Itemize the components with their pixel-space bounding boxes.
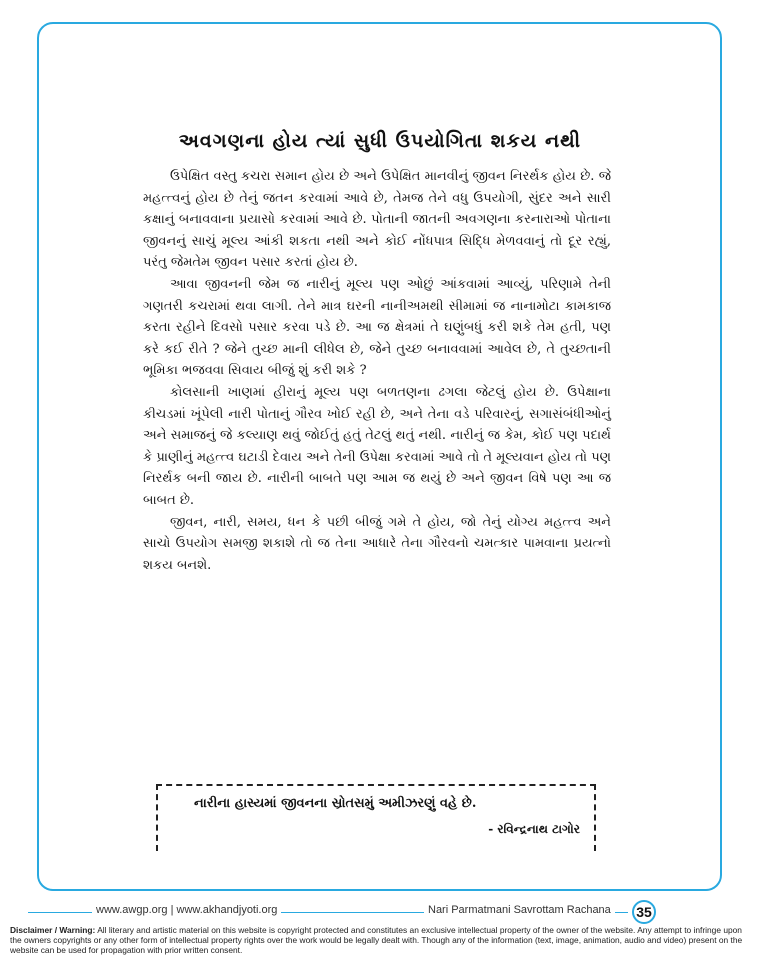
footer-book-title: Nari Parmatmani Savrottam Rachana bbox=[424, 904, 615, 916]
disclaimer-label: Disclaimer / Warning: bbox=[10, 925, 96, 935]
article-paragraph: ઉપેક્ષિત વસ્તુ કચરા સમાન હોય છે અને ઉપેક્ષિત માનવીનું જીવન નિરર્થક હોય છે. જે મહત્ત્વનું હોય છે તેનું જતન કરવામાં આવે છે, તેમજ તેને વધુ ઉપયોગી, સુંદર અને સારી કક્ષાનું બનાવવાના પ્રયાસો કરવામાં આવે છે. પોતાની જાતની અવગણના કરનારાઓ પોતાના જીવનનું સાચું મૂલ્ય આંકી શકતા નથી અને કોઈ નોંધપાત્ર સિદ્ધિ મેળવવાનું તો દૂર રહ્યું, પરંતુ જેમતેમ જીવન પસાર કરતાં હોય છે. bbox=[143, 169, 611, 271]
article-paragraph: જીવન, નારી, સમય, ધન કે પછી બીજું ગમે તે હોય, જો તેનું યોગ્ય મહત્ત્વ અને સાચો ઉપયોગ સમજી શકાશે તો જ તેના આધારે તેના ગૌરવનો ચમત્કાર પામવાના પ્રયત્નો શકય બનશે. bbox=[143, 514, 611, 573]
article-paragraph: કોલસાની ખાણમાં હીરાનું મૂલ્ય પણ બળતણના ઢગલા જેટલું હોય છે. ઉપેક્ષાના કીચડમાં ખૂંપેલી નારી પોતાનું ગૌરવ ખોઈ રહી છે, અને તેના વડે પરિવારનું, સગાસંબંધીઓનું અને સમાજનું જે કલ્યાણ થવું જોઈતું હતું તેટલું થતું નથી. નારીનું જ કેમ, કોઈ પણ પદાર્થ કે પ્રાણીનું મહત્ત્વ ઘટાડી દેવાય અને તેની ઉપેક્ષા કરવામાં આવે તો તે મૂલ્યવાન હોય તો પણ નિરર્થક બની જાય છે. નારીની બાબતે પણ આમ જ થયું છે અને જીવન વિષે પણ આ જ બાબત છે. bbox=[143, 384, 611, 508]
disclaimer-text: All literary and artistic material on this website is copyright protected and constitutes an exclusive intellectual property of the owner of the website. Any attempt to infringe upon the owners copyrights or any other form of intellectual property rights over the work would be legally dealt with. Though any of the information (text, image, animation, audio and video) present on the website can be used for propagation with prior written consent. bbox=[10, 925, 743, 955]
quote-text: નારીના હાસ્યમાં જીવનના સ્રોતસમું અમીઝરણું વહે છે. bbox=[194, 796, 477, 811]
article-body bbox=[143, 166, 611, 576]
disclaimer bbox=[10, 925, 752, 955]
article-paragraph: આવા જીવનની જેમ જ નારીનું મૂલ્ય પણ ઓછું આંકવામાં આવ્યું, પરિણામે તેની ગણતરી કચરામાં થવા લાગી. તેને માત્ર ઘરની નાનીઅમથી સીમામાં જ નાનામોટા કામકાજ કરતા રહીને દિવસો પસાર કરવા પડે છે. આ જ ક્ષેત્રમાં તે ઘણુંબધું કરી શકે તેમ હતી, પણ કરે કઈ રીતે ? જેને તુચ્છ માની લીધેલ છે, જેને તુચ્છ બનાવવામાં આવેલ છે, તે તુચ્છતાની ભૂમિકા ભજવવા સિવાય બીજું શું કરી શકે ? bbox=[143, 276, 611, 379]
page-number-badge: 35 bbox=[632, 900, 656, 924]
article-title: અવગણના હોય ત્યાં સુધી ઉપયોગિતા શકય નથી bbox=[178, 130, 582, 152]
quote-box bbox=[156, 784, 596, 851]
footer-websites-link[interactable]: www.awgp.org | www.akhandjyoti.org bbox=[92, 904, 281, 916]
quote-author: - રવિન્દ્રનાથ ટાગોર bbox=[488, 822, 580, 836]
